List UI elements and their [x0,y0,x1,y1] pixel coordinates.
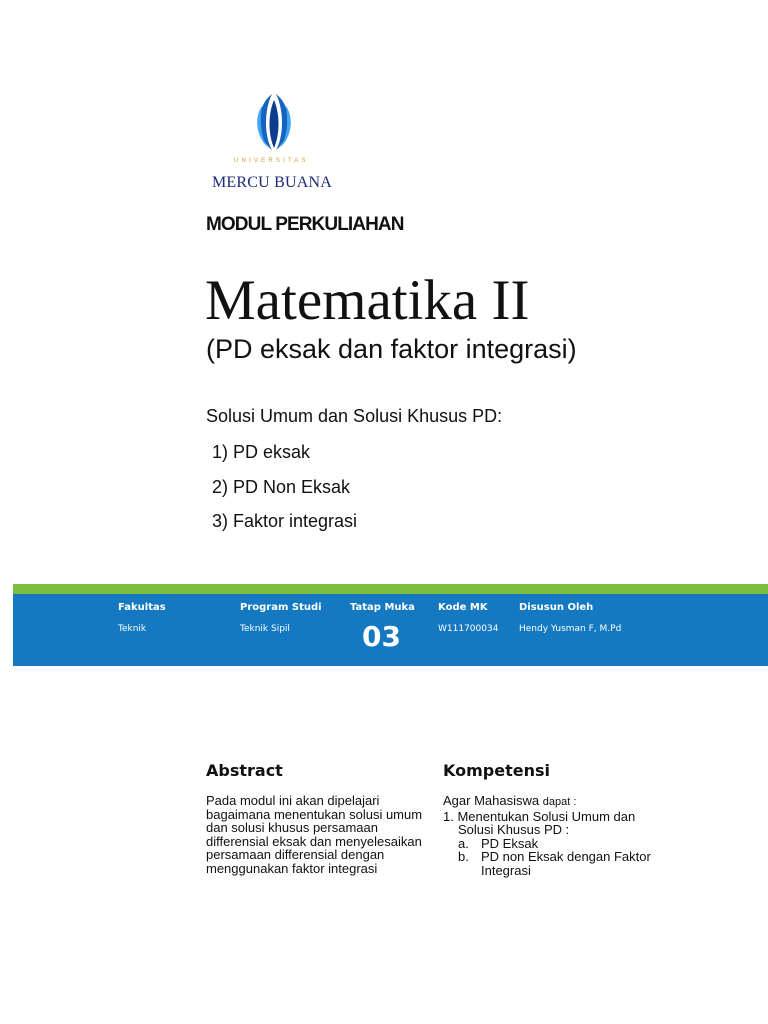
fakultas-value: Teknik [118,624,147,634]
module-label: MODUL PERKULIAHAN [206,214,404,235]
program-studi-value: Teknik Sipil [240,624,290,634]
page-title: Matematika II [205,269,530,332]
topics-intro: Solusi Umum dan Solusi Khusus PD: [206,406,503,426]
fakultas-label: Fakultas [118,602,166,613]
kompetensi-point: 1. Menentukan Solusi Umum dan [443,808,636,824]
abstract-text: Pada modul ini akan dipelajari bagaimana menentukan solusi umum dan solusi khusus persamaan differensial eksak dan menyelesaikan persamaan differensial dengan menggunakan faktor integrasi [206,793,423,876]
sub-item-text: PD non Eksak dengan Faktor [481,849,651,864]
abstract-heading: Abstract [206,761,283,780]
sub-item-marker: b. [458,849,469,864]
kompetensi-heading: Kompetensi [443,761,550,780]
kompetensi-intro-small: dapat : [542,796,577,808]
sub-item-marker: a. [458,835,469,851]
topic-item: 2) PD Non Eksak [212,476,351,497]
disusun-oleh-value: Hendy Yusman F, M.Pd [519,624,622,634]
university-logo [204,88,344,194]
tatap-muka-value: 03 [362,620,401,653]
topic-item: 1) PD eksak [212,442,311,462]
disusun-oleh-label: Disusun Oleh [519,602,594,613]
kode-mk-label: Kode MK [438,602,488,613]
topic-item: 3) Faktor integrasi [212,511,358,531]
program-studi-label: Program Studi [240,602,322,613]
logo-universitas-text: UNIVERSITAS [234,158,309,164]
logo-emblem-icon [250,92,298,154]
kompetensi-intro-main: Agar Mahasiswa [443,793,540,808]
sub-item-text: PD Eksak [481,835,539,851]
kode-mk-value: W111700034 [438,624,499,634]
logo-university-name: MERCU BUANA [212,174,332,191]
topic-list [212,442,357,546]
tatap-muka-label: Tatap Muka [350,602,415,613]
page-subtitle: (PD eksak dan faktor integrasi) [206,334,577,364]
kompetensi-sub-item [443,837,703,851]
kompetensi-sub-item [443,850,703,864]
green-stripe [13,584,768,594]
sub-item-cont: Integrasi [481,862,531,878]
kompetensi-point-cont: Solusi Khusus PD : [458,822,570,837]
kompetensi-text [443,794,703,877]
kompetensi-intro [443,794,703,810]
